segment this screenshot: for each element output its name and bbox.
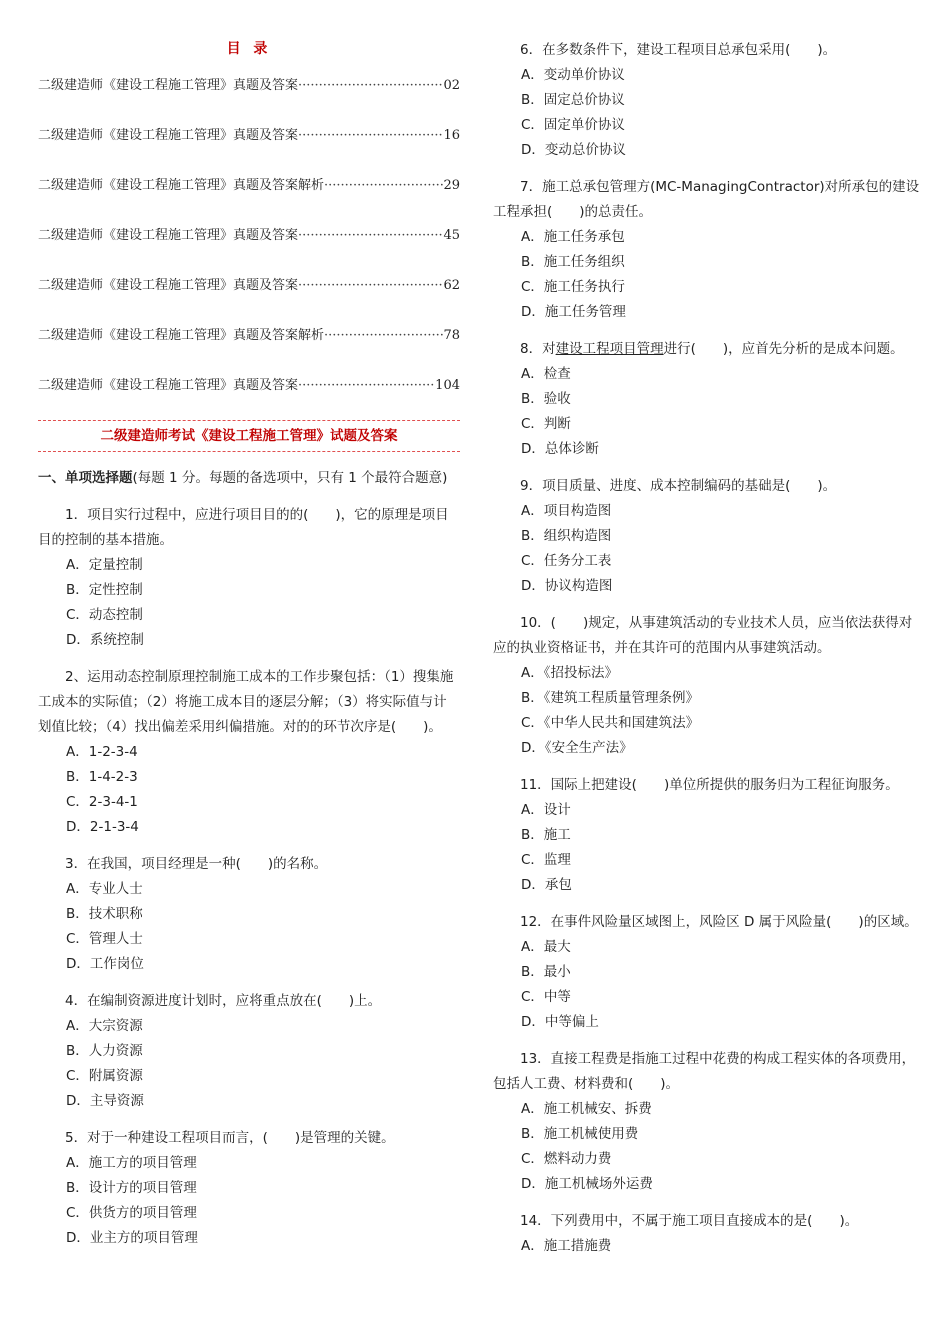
option: B．《建筑工程质量管理条例》: [521, 690, 700, 706]
left-column: [38, 38, 460, 1251]
toc-item-label: 二级建造师《建设工程施工管理》真题及答案: [38, 228, 299, 243]
option: C．监理: [521, 852, 571, 868]
toc-item[interactable]: [38, 326, 460, 346]
question: [493, 474, 921, 599]
option: D．中等偏上: [521, 1014, 599, 1030]
option: B．定性控制: [66, 582, 143, 598]
question-text: 5．对于一种建设工程项目而言，( )是管理的关键。: [65, 1130, 395, 1146]
toc-leader-dots: [298, 76, 443, 96]
underlined-term: 建设工程项目管理: [555, 341, 664, 357]
option: A．定量控制: [66, 557, 143, 573]
toc-leader-dots: [298, 276, 443, 296]
toc-item-page: 78: [443, 328, 460, 343]
toc-leader-dots: [298, 376, 435, 396]
section-heading: [38, 466, 460, 491]
option: B．施工机械使用费: [521, 1126, 639, 1142]
option: B．组织构造图: [521, 528, 612, 544]
option: B．技术职称: [66, 906, 143, 922]
section-heading-label: 一、单项选择题: [38, 470, 133, 486]
option: B．施工: [521, 827, 571, 843]
question-text: 2、运用动态控制原理控制施工成本的工作步聚包括：（1）搜集施工成本的实际值；（2）将施工成本目的逐层分解；（3）将实际值与计划值比较；（4）找出偏差采用纠偏措施。对的的环节次序是( )。: [38, 669, 454, 735]
toc-item-label: 二级建造师《建设工程施工管理》真题及答案: [38, 278, 299, 293]
question-text: 6．在多数条件下，建设工程项目总承包采用( )。: [520, 42, 837, 58]
toc-item-page: 16: [443, 128, 460, 143]
option: A．变动单价协议: [521, 67, 625, 83]
toc-title: 目 录: [226, 41, 272, 57]
option: A．检查: [521, 366, 571, 382]
question: [493, 1047, 921, 1197]
option: D．协议构造图: [521, 578, 613, 594]
question: [38, 665, 460, 840]
option: C．供货方的项目管理: [66, 1205, 197, 1221]
toc-item[interactable]: [38, 76, 460, 96]
question-text: 9．项目质量、进度、成本控制编码的基础是( )。: [520, 478, 837, 494]
option: A．施工措施费: [521, 1238, 612, 1254]
question: [493, 611, 921, 761]
option: D．业主方的项目管理: [66, 1230, 198, 1246]
option: A．施工方的项目管理: [66, 1155, 197, 1171]
option: C．附属资源: [66, 1068, 143, 1084]
toc-leader-dots: [324, 176, 443, 196]
toc-item-page: 02: [443, 78, 460, 93]
option: C．中等: [521, 989, 571, 1005]
option: C．燃料动力费: [521, 1151, 612, 1167]
toc-item-page: 45: [443, 228, 460, 243]
toc-leader-dots: [324, 326, 443, 346]
option: D．总体诊断: [521, 441, 599, 457]
option: B．人力资源: [66, 1043, 143, 1059]
option: B．最小: [521, 964, 571, 980]
question-text: 12．在事件风险量区域图上，风险区 D 属于风险量( )的区域。: [520, 914, 918, 930]
toc-item[interactable]: [38, 126, 460, 146]
option: C．固定单价协议: [521, 117, 625, 133]
option: A．最大: [521, 939, 571, 955]
option: B．固定总价协议: [521, 92, 625, 108]
question: [493, 175, 921, 325]
option: C．任务分工表: [521, 553, 612, 569]
question-text: [493, 337, 921, 362]
question: [38, 989, 460, 1114]
option: C．管理人士: [66, 931, 143, 947]
question: [493, 773, 921, 898]
option: A．《招投标法》: [521, 665, 618, 681]
option: A．专业人士: [66, 881, 143, 897]
question-text: 13．直接工程费是指施工过程中花费的构成工程实体的各项费用，包括人工费、材料费和( )。: [493, 1051, 916, 1092]
option: A．设计: [521, 802, 571, 818]
toc-item-label: 二级建造师《建设工程施工管理》真题及答案: [38, 78, 299, 93]
question: [38, 503, 460, 653]
option: B．验收: [521, 391, 571, 407]
option: D．施工任务管理: [521, 304, 626, 320]
question-text: 1．项目实行过程中，应进行项目目的的( )，它的原理是项目目的控制的基本措施。: [38, 507, 449, 548]
toc-item-label: 二级建造师《建设工程施工管理》真题及答案解析: [38, 178, 325, 193]
question-text: 7．施工总承包管理方(MC-ManagingContractor)对所承包的建设工程承担( )的总责任。: [493, 179, 920, 220]
option: A．项目构造图: [521, 503, 612, 519]
option: A．施工机械安、拆费: [521, 1101, 652, 1117]
exam-title-banner: 二级建造师考试《建设工程施工管理》试题及答案: [38, 420, 460, 452]
right-column: [493, 38, 921, 1259]
toc-item[interactable]: [38, 276, 460, 296]
toc-leader-dots: [298, 226, 443, 246]
toc-item-page: 29: [443, 178, 460, 193]
option: C．施工任务执行: [521, 279, 625, 295]
toc-item-label: 二级建造师《建设工程施工管理》真题及答案: [38, 128, 299, 143]
option: C．2-3-4-1: [66, 794, 138, 810]
toc-item-label: 二级建造师《建设工程施工管理》真题及答案解析: [38, 328, 325, 343]
question-text-pre: 8．对: [520, 341, 556, 357]
toc-item[interactable]: [38, 376, 460, 396]
option: C．判断: [521, 416, 571, 432]
question: [493, 38, 921, 163]
option: D．变动总价协议: [521, 142, 626, 158]
question: [38, 852, 460, 977]
question-text: 14．下列费用中，不属于施工项目直接成本的是( )。: [520, 1213, 859, 1229]
question: [493, 910, 921, 1035]
option: B．施工任务组织: [521, 254, 625, 270]
option: C．《中华人民共和国建筑法》: [521, 715, 700, 731]
option: D．系统控制: [66, 632, 144, 648]
question-text: 4．在编制资源进度计划时，应将重点放在( )上。: [65, 993, 382, 1009]
option: D．施工机械场外运费: [521, 1176, 653, 1192]
toc-item[interactable]: [38, 176, 460, 196]
question: [493, 337, 921, 462]
option: D．承包: [521, 877, 572, 893]
option: D．《安全生产法》: [521, 740, 633, 756]
option: D．2-1-3-4: [66, 819, 139, 835]
option: A．1-2-3-4: [66, 744, 138, 760]
question-text: 11．国际上把建设( )单位所提供的服务归为工程征询服务。: [520, 777, 899, 793]
question-text: 10．( )规定，从事建筑活动的专业技术人员，应当依法获得对应的执业资格证书，并在其许可的范围内从事建筑活动。: [493, 615, 913, 656]
question: [493, 1209, 921, 1259]
question: [38, 1126, 460, 1251]
toc-leader-dots: [298, 126, 443, 146]
question-text: 3．在我国，项目经理是一种( )的名称。: [65, 856, 328, 872]
option: A．大宗资源: [66, 1018, 143, 1034]
question-text-post: 进行( )，应首先分析的是成本问题。: [663, 341, 904, 357]
option: D．主导资源: [66, 1093, 144, 1109]
option: D．工作岗位: [66, 956, 144, 972]
option: B．设计方的项目管理: [66, 1180, 197, 1196]
option: B．1-4-2-3: [66, 769, 138, 785]
toc-item-page: 104: [435, 378, 460, 393]
toc-item-label: 二级建造师《建设工程施工管理》真题及答案: [38, 378, 299, 393]
toc-item-page: 62: [443, 278, 460, 293]
option: A．施工任务承包: [521, 229, 625, 245]
option: C．动态控制: [66, 607, 143, 623]
section-heading-note: (每题 1 分。每题的备选项中，只有 1 个最符合题意): [132, 470, 448, 486]
toc-item[interactable]: [38, 226, 460, 246]
